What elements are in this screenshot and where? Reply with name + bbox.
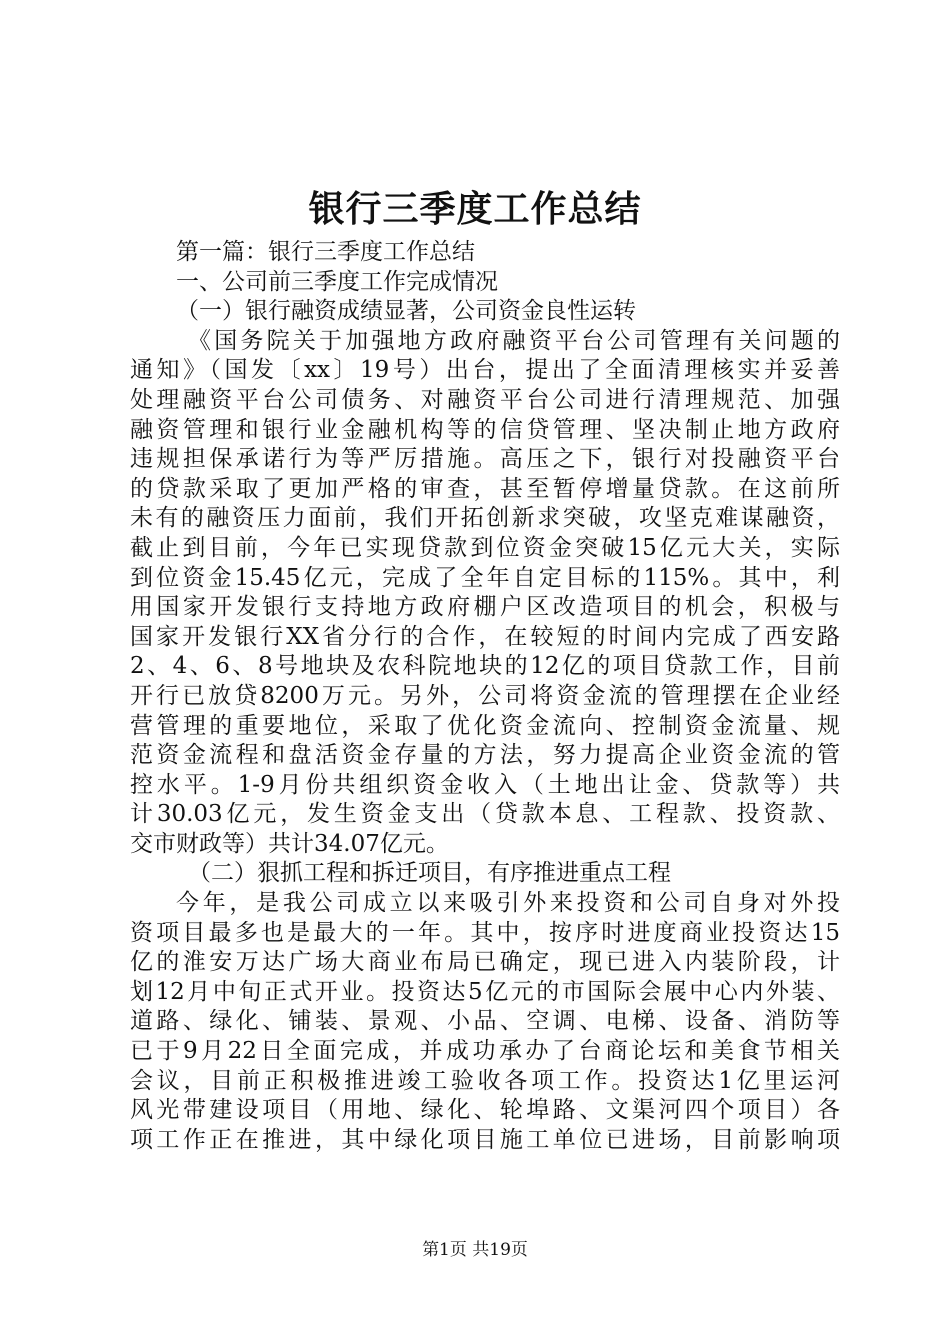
paragraph-line: 未有的融资压力面前，我们开拓创新求突破，攻坚克难谋融资， (130, 505, 840, 532)
paragraph-line: 资项目最多也是最大的一年。其中，按序时进度商业投资达15 (130, 919, 840, 946)
section-heading: 一、公司前三季度工作完成情况 (176, 268, 498, 295)
paragraph-line: 《国务院关于加强地方政府融资平台公司管理有关问题的 (188, 327, 840, 354)
paragraph-line: 控水平。1-9月份共组织资金收入（土地出让金、贷款等）共 (130, 771, 840, 798)
paragraph-line: 到位资金15.45亿元，完成了全年自定目标的115%。其中，利 (130, 564, 840, 591)
paragraph-line: 范资金流程和盘活资金存量的方法，努力提高企业资金流的管 (130, 742, 840, 769)
document-body (130, 238, 840, 1155)
paragraph-line: 会议，目前正积极推进竣工验收各项工作。投资达1亿里运河 (130, 1067, 840, 1094)
paragraph-line: 的贷款采取了更加严格的审查，甚至暂停增量贷款。在这前所 (130, 475, 840, 502)
paragraph-line: 划12月中旬正式开业。投资达5亿元的市国际会展中心内外装、 (130, 978, 840, 1005)
paragraph-line: 开行已放贷8200万元。另外，公司将资金流的管理摆在企业经 (130, 682, 840, 709)
paragraph-line: 风光带建设项目（用地、绿化、轮埠路、文渠河四个项目）各 (130, 1097, 840, 1124)
paragraph-line: 截止到目前，今年已实现贷款到位资金突破15亿元大关，实际 (130, 534, 840, 561)
paragraph-line: 道路、绿化、铺装、景观、小品、空调、电梯、设备、消防等 (130, 1008, 840, 1035)
paragraph-line: 用国家开发银行支持地方政府棚户区改造项目的机会，积极与 (130, 594, 840, 621)
subsection-heading: （一）银行融资成绩显著，公司资金良性运转 (176, 298, 636, 325)
paragraph-line: 违规担保承诺行为等严厉措施。高压之下，银行对投融资平台 (130, 446, 840, 473)
paragraph-line: 营管理的重要地位，采取了优化资金流向、控制资金流量、规 (130, 712, 840, 739)
subsection-heading: （二）狠抓工程和拆迁项目，有序推进重点工程 (188, 860, 671, 887)
paragraph-line: 融资管理和银行业金融机构等的信贷管理、坚决制止地方政府 (130, 416, 840, 443)
paragraph-line: 国家开发银行XX省分行的合作，在较短的时间内完成了西安路 (130, 623, 840, 650)
paragraph-line: 2、4、6、8号地块及农科院地块的12亿的项目贷款工作，目前 (130, 653, 840, 680)
paragraph-line: 已于9月22日全面完成，并成功承办了台商论坛和美食节相关 (130, 1038, 840, 1065)
paragraph-line: 今年，是我公司成立以来吸引外来投资和公司自身对外投 (176, 890, 840, 917)
paragraph-line: 亿的淮安万达广场大商业布局已确定，现已进入内装阶段，计 (130, 949, 840, 976)
page-number-footer: 第1页 共19页 (422, 1240, 528, 1260)
chapter-heading: 第一篇：银行三季度工作总结 (176, 239, 475, 265)
paragraph-line: 处理融资平台公司债务、对融资平台公司进行清理规范、加强 (130, 386, 840, 413)
paragraph-line: 通知》（国发〔xx〕19号）出台，提出了全面清理核实并妥善 (130, 357, 840, 384)
paragraph-line: 计30.03亿元，发生资金支出（贷款本息、工程款、投资款、 (130, 801, 840, 828)
paragraph-line: 项工作正在推进，其中绿化项目施工单位已进场，目前影响项 (130, 1126, 840, 1153)
document-title: 银行三季度工作总结 (308, 188, 642, 230)
paragraph-line: 交市财政等）共计34.07亿元。 (130, 830, 449, 857)
